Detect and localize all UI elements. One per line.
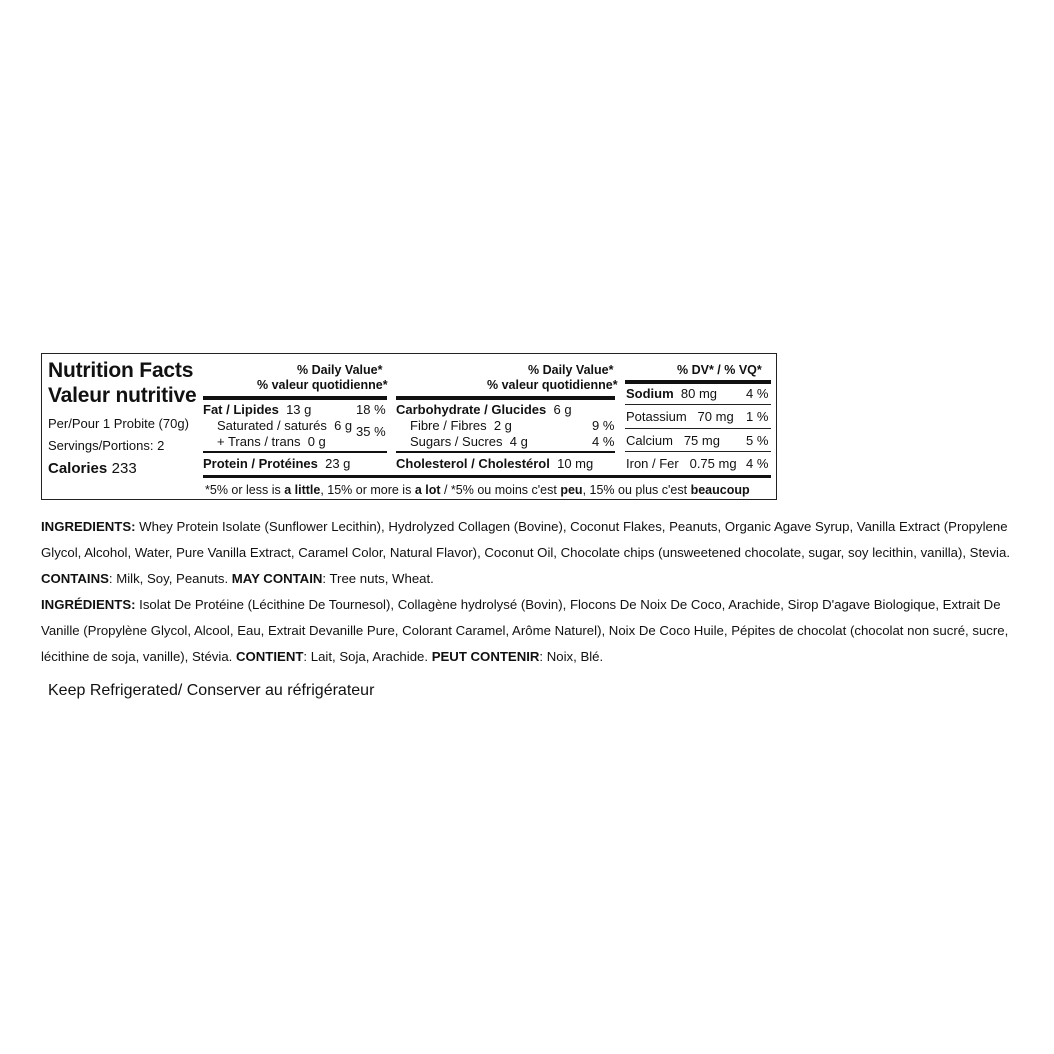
footnote-rule <box>203 475 771 478</box>
fat-dv: 18 % <box>356 402 386 417</box>
storage-instruction: Keep Refrigerated/ Conserver au réfrigérateur <box>48 682 375 699</box>
may-contain-text: : Tree nuts, Wheat. <box>322 571 434 586</box>
carb-row <box>396 402 572 417</box>
sugars-row <box>410 434 528 449</box>
calories-row <box>48 460 137 478</box>
contains-text: : Milk, Soy, Peanuts. <box>108 571 232 586</box>
cholesterol-label: Cholesterol / Cholestérol <box>396 456 550 471</box>
sodium-divider <box>625 404 771 405</box>
sugars-label: Sugars / Sucres <box>410 434 503 449</box>
peut-contenir-text: : Noix, Blé. <box>539 649 604 664</box>
calories-label: Calories <box>48 460 108 477</box>
ingredients-fr-label: INGRÉDIENTS: <box>41 597 136 612</box>
sodium-dv: 4 % <box>746 386 769 401</box>
sugars-dv: 4 % <box>592 434 615 449</box>
saturated-amount: 6 g <box>334 418 353 433</box>
ingredients-en <box>41 514 1021 592</box>
footnote-beaucoup: beaucoup <box>690 483 750 497</box>
footnote-lot: a lot <box>414 483 441 497</box>
contient-label: CONTIENT <box>236 649 304 664</box>
dv-header-en-col2: % Daily Value* <box>528 363 614 377</box>
cholesterol-amount: 10 mg <box>557 456 594 471</box>
cholesterol-rule <box>396 451 615 453</box>
ingredients-en-label: INGREDIENTS: <box>41 519 136 534</box>
iron-row <box>626 456 737 471</box>
nutrition-title-en: Nutrition Facts <box>48 359 194 382</box>
fibre-label: Fibre / Fibres <box>410 418 487 433</box>
sodium-label: Sodium <box>626 386 674 401</box>
potassium-row <box>626 409 734 424</box>
footnote-little: a little <box>284 483 321 497</box>
header-rule-col1 <box>203 396 387 400</box>
fat-row <box>203 402 311 417</box>
fat-amount: 13 g <box>286 402 312 417</box>
calcium-amount: 75 mg <box>683 433 720 448</box>
footnote-text-4: , 15% ou plus c'est <box>582 483 691 497</box>
fibre-row <box>410 418 512 433</box>
header-rule-col3 <box>625 380 771 384</box>
trans-amount: 0 g <box>307 434 326 449</box>
footnote-text-1: *5% or less is <box>205 483 285 497</box>
potassium-amount: 70 mg <box>697 409 734 424</box>
calories-value: 233 <box>111 460 137 477</box>
iron-label: Iron / Fer <box>626 456 679 471</box>
dv-header-fr-col1: % valeur quotidienne* <box>257 378 388 392</box>
iron-dv: 4 % <box>746 456 769 471</box>
dv-header-en-col1: % Daily Value* <box>297 363 383 377</box>
fat-label: Fat / Lipides <box>203 402 279 417</box>
potassium-divider <box>625 428 771 429</box>
footnote <box>205 483 750 497</box>
potassium-dv: 1 % <box>746 409 769 424</box>
header-rule-col2 <box>396 396 615 400</box>
footnote-text-2: , 15% or more is <box>320 483 415 497</box>
ingredients-fr-text: Isolat De Protéine (Lécithine De Tournesol), Collagène hydrolysé (Bovin), Flocons De Noix De Coco, Arachide, Sirop D'agave Biologique, Extrait De Vanille (Propylène Glycol, Alcool, Eau, Extrait Devanille Pure, Colorant Caramel, Arôme Naturel), Noix De Coco Huile, Pépites de chocolat (chocolat non sucré, sucre, lécithine de soja, vanille), Stévia. <box>41 597 1009 664</box>
footnote-text-3: / *5% ou moins c'est <box>440 483 561 497</box>
sugars-amount: 4 g <box>509 434 528 449</box>
contient-text: : Lait, Soja, Arachide. <box>303 649 432 664</box>
carb-amount: 6 g <box>553 402 572 417</box>
fibre-amount: 2 g <box>493 418 512 433</box>
carb-label: Carbohydrate / Glucides <box>396 402 547 417</box>
trans-row <box>217 434 326 449</box>
iron-amount: 0.75 mg <box>689 456 737 471</box>
calcium-row <box>626 433 720 448</box>
contains-label: CONTAINS <box>41 571 109 586</box>
serving-size: Per/Pour 1 Probite (70g) <box>48 416 189 431</box>
dv-header-col3: % DV* / % VQ* <box>677 363 762 377</box>
may-contain-label: MAY CONTAIN <box>231 571 323 586</box>
servings-per-container: Servings/Portions: 2 <box>48 438 165 453</box>
peut-contenir-label: PEUT CONTENIR <box>431 649 540 664</box>
protein-rule <box>203 451 387 453</box>
fibre-dv: 9 % <box>592 418 615 433</box>
footnote-peu: peu <box>560 483 583 497</box>
ingredients-fr <box>41 592 1021 670</box>
cholesterol-row <box>396 456 593 471</box>
protein-label: Protein / Protéines <box>203 456 318 471</box>
protein-row <box>203 456 350 471</box>
potassium-label: Potassium <box>626 409 687 424</box>
calcium-label: Calcium <box>626 433 673 448</box>
sodium-amount: 80 mg <box>680 386 718 401</box>
calcium-dv: 5 % <box>746 433 769 448</box>
ingredients-en-text: Whey Protein Isolate (Sunflower Lecithin), Hydrolyzed Collagen (Bovine), Coconut Flakes, Peanuts, Organic Agave Syrup, Vanilla Extract (Propylene Glycol, Alcohol, Water, Pure Vanilla Extract, Caramel Color, Natural Flavor), Coconut Oil, Chocolate chips (unsweetened chocolate, sugar, soy lecithin, vanilla), Stevia. <box>41 519 1010 560</box>
dv-header-fr-col2: % valeur quotidienne* <box>487 378 618 392</box>
saturated-row <box>217 418 352 433</box>
protein-amount: 23 g <box>325 456 351 471</box>
calcium-divider <box>625 451 771 452</box>
sat-trans-dv: 35 % <box>356 424 386 439</box>
nutrition-title-fr: Valeur nutritive <box>48 384 197 407</box>
saturated-label: Saturated / saturés <box>217 418 327 433</box>
sodium-row <box>626 386 717 401</box>
trans-label: + Trans / trans <box>217 434 301 449</box>
